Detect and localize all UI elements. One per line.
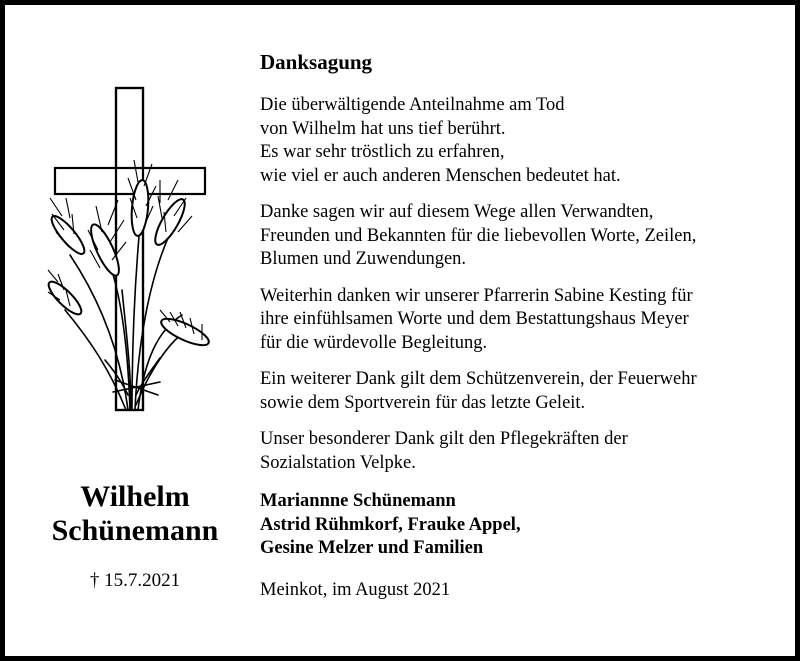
death-date: † 15.7.2021 <box>89 570 181 591</box>
cross-with-wheat-icon <box>10 10 260 430</box>
signer-line: Mariannne Schünemann <box>260 491 456 511</box>
notice-heading: Danksagung <box>260 50 373 74</box>
text-line: Danke sagen wir auf diesem Wege allen Verwandten, <box>260 202 654 222</box>
deceased-first-name: Wilhelm <box>80 480 190 513</box>
deceased-name <box>10 480 260 548</box>
text-line: sowie dem Sportverein für das letzte Geleit. <box>260 392 586 413</box>
text-line: von Wilhelm hat uns tief berührt. <box>260 118 506 139</box>
signer-line: Gesine Melzer und Familien <box>260 538 484 558</box>
text-line: für die würdevolle Begleitung. <box>260 332 488 353</box>
deceased-last-name: Schünemann <box>51 514 219 547</box>
text-line: Weiterhin danken wir unserer Pfarrerin Sabine Kesting für <box>260 285 693 306</box>
text-line: Blumen und Zuwendungen. <box>260 249 467 269</box>
text-line: Sozialstation Velpke. <box>260 452 416 473</box>
text-line: Freunden und Bekannten für die liebevollen Worte, Zeilen, <box>260 225 697 246</box>
paragraph-relatives <box>260 201 790 272</box>
memorial-column <box>10 10 260 661</box>
place-and-date: Meinkot, im August 2021 <box>260 579 451 600</box>
text-line: ihre einfühlsamen Worte und dem Bestattungshaus Meyer <box>260 309 689 329</box>
paragraph-pastor <box>260 285 790 356</box>
text-line: Die überwältigende Anteilnahme am Tod <box>260 95 565 115</box>
text-line: Unser besonderer Dank gilt den Pflegekräften der <box>260 429 628 449</box>
message-column <box>260 49 790 602</box>
text-line: Ein weiterer Dank gilt dem Schützenverein, der Feuerwehr <box>260 369 697 389</box>
paragraph-clubs <box>260 368 790 415</box>
signers <box>260 490 790 561</box>
signer-line: Astrid Rühmkorf, Frauke Appel, <box>260 514 521 535</box>
text-line: Es war sehr tröstlich zu erfahren, <box>260 142 505 162</box>
paragraph-care <box>260 428 790 475</box>
paragraph-sympathy <box>260 94 790 188</box>
text-line: wie viel er auch anderen Menschen bedeutet hat. <box>260 165 621 186</box>
